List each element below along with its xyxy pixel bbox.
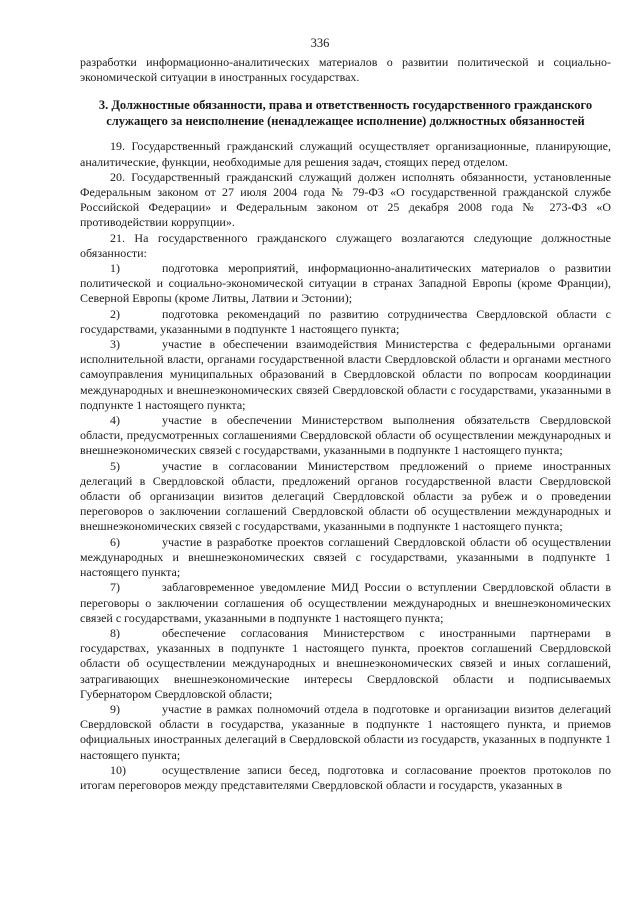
section-heading: 3. Должностные обязанности, права и ответственность государственного гражданского служащего за неисполнение (ненадлежащее исполнение) должностных обязанностей xyxy=(98,98,593,129)
list-item xyxy=(80,763,611,793)
list-item xyxy=(80,580,611,626)
list-item-text: участие в рамках полномочий отдела в подготовке и организации визитов делегаций Свердловской области в государства, указанные в подпункте 1 настоящего пункта, и приемов официальных иностранных делегаций в Свердловской области из государств, указанных в подпункте 1 настоящего пункта; xyxy=(80,701,611,762)
list-item xyxy=(80,413,611,459)
list-item-text: обеспечение согласования Министерством с иностранными партнерами в государствах, указанных в подпункте 1 настоящего пункта, проектов соглашений Свердловской области об осуществлении международных и внешнеэкономических связей и иных соглашений, затрагивающих внешнеэкономические интересы Свердловской области и подписываемых Губернатором Свердловской области; xyxy=(80,625,611,701)
list-item xyxy=(80,459,611,535)
list-item-number: 2) xyxy=(110,306,120,321)
list-item-text: участие в согласовании Министерством предложений о приеме иностранных делегаций в Свердловской области, предложений органов государственной власти Свердловской области об организации визитов делегаций Свердловской области за рубеж и о проведении переговоров о заключении соглашений Свердловской области об осуществлении международных и внешнеэкономических связей с государствами, указанными в подпункте 1 настоящего пункта; xyxy=(80,458,611,534)
list-item-number: 4) xyxy=(110,413,120,428)
page-number: 336 xyxy=(310,36,330,50)
list-item-text: осуществление записи бесед, подготовка и согласование проектов протоколов по итогам переговоров между представителями Свердловской области и государств, указанных в xyxy=(80,762,611,792)
list-item-number: 10) xyxy=(110,762,126,777)
paragraph-21: 21. На государственного гражданского служащего возлагаются следующие должностные обязанности: xyxy=(80,230,611,260)
list-item-number: 6) xyxy=(110,534,120,549)
list-item-text: подготовка рекомендаций по развитию сотрудничества Свердловской области с государствами, указанными в подпункте 1 настоящего пункта; xyxy=(80,306,611,336)
list-item xyxy=(80,261,611,307)
list-item-text: участие в разработке проектов соглашений Свердловской области об осуществлении международных и внешнеэкономических связей с государствами, указанными в подпункте 1 настоящего пункта; xyxy=(80,534,611,580)
list-item-number: 1) xyxy=(110,261,120,276)
list-item-number: 8) xyxy=(110,625,120,640)
document-body xyxy=(80,55,611,793)
paragraph-19: 19. Государственный гражданский служащий осуществляет организационные, планирующие, аналитические, функции, необходимые для решения задач, стоящих перед отделом. xyxy=(80,139,611,169)
list-item-text: заблаговременное уведомление МИД России о вступлении Свердловской области в переговоры о заключении соглашения об осуществлении международных и внешнеэкономических связей с государствами, указанными в подпункте 1 настоящего пункта; xyxy=(80,580,611,625)
list-item-number: 5) xyxy=(110,458,120,473)
list-item-number: 7) xyxy=(110,580,120,595)
paragraph-20: 20. Государственный гражданский служащий должен исполнять обязанности, установленные Федеральным законом от 27 июля 2004 года № 79-ФЗ «О государственной гражданской службе Российской Федерации» и Федеральным законом от 25 декабря 2008 года № 273-ФЗ «О противодействии коррупции». xyxy=(80,169,611,230)
list-item-text: подготовка мероприятий, информационно-аналитических материалов о развитии политической и социально-экономической ситуации в странах Западной Европы (кроме Франции), Северной Европы (кроме Литвы, Латвии и Эстонии); xyxy=(80,261,611,306)
list-item-number: 3) xyxy=(110,337,120,352)
list-item xyxy=(80,626,611,702)
intro-paragraph: разработки информационно-аналитических материалов о развитии политической и социально-экономической ситуации в иностранных государствах. xyxy=(80,55,611,85)
list-item-text: участие в обеспечении взаимодействия Министерства с федеральными органами исполнительной власти, органами государственной власти Свердловской области и органами местного самоуправления муниципальных образований в Свердловской области по вопросам координации международных и внешнеэкономических связей Свердловской области с государствами, указанными в подпункте 1 настоящего пункта; xyxy=(80,337,611,412)
list-item xyxy=(80,535,611,581)
list-item-number: 9) xyxy=(110,701,120,716)
list-item-text: участие в обеспечении Министерством выполнения обязательств Свердловской области, предусмотренных соглашениями Свердловской области об осуществлении международных и внешнеэкономических связей с государствами, указанными в подпункте 1 настоящего пункта; xyxy=(80,413,611,458)
list-item xyxy=(80,307,611,337)
list-item xyxy=(80,337,611,413)
list-item xyxy=(80,702,611,763)
